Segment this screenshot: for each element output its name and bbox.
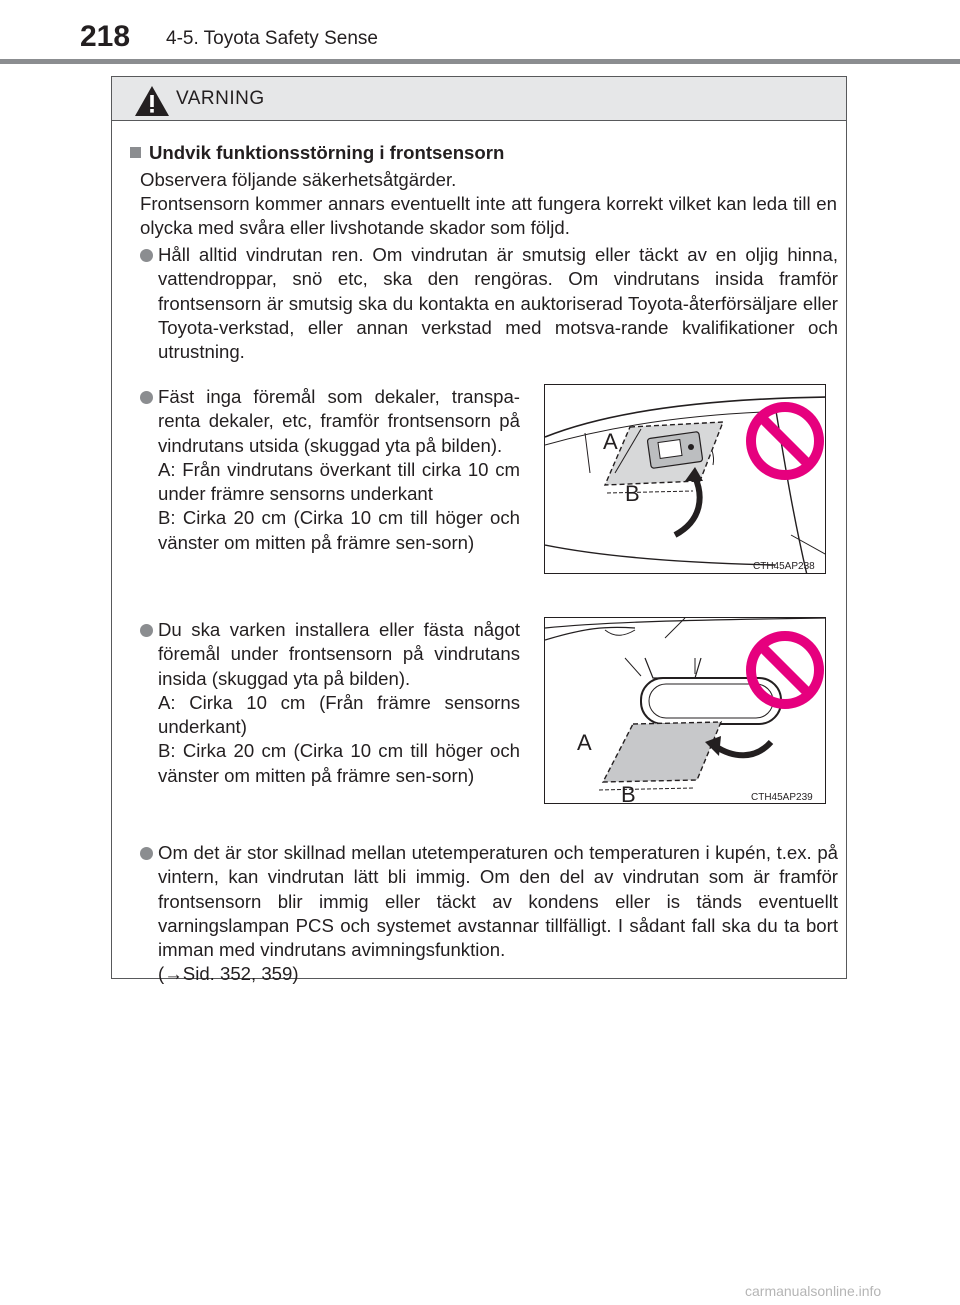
bullet-dot-icon [140, 391, 153, 404]
square-bullet-icon [130, 147, 141, 158]
warning-triangle-icon [134, 85, 170, 117]
warning-bar [112, 77, 846, 121]
warning-box [111, 76, 847, 985]
figure-1-label-b: B [625, 481, 640, 506]
section-title: 4-5. Toyota Safety Sense [166, 28, 378, 49]
intro-1: Observera följande säkerhetsåtgärder. [140, 169, 457, 190]
warning-label: VARNING [176, 88, 265, 109]
figure-1-label-a: A [603, 429, 618, 454]
figure-2-code: CTH45AP239 [751, 792, 813, 803]
figure-1-code: CTH45AP238 [753, 561, 815, 572]
bullet-4: Om det är stor skillnad mellan utetemperaturen och temperaturen i kupén, t.ex. på vintern, kan vindrutan lätt bli immig. Om den del av vindrutan som är framför frontsensorn blir immig eller täckt av kondens eller is tänds eventuellt varningslampan PCS och systemet avstannar tillfälligt. I sådant fall ska du ta bort imman med vindrutans avimningsfunktion. (→Sid. 352, 359) [158, 841, 838, 987]
page-number: 218 [80, 20, 131, 53]
watermark: carmanualsonline.info [745, 1283, 882, 1299]
bullet-3: Du ska varken installera eller fästa något föremål under frontsensorn på vindrutans insida (skuggad yta på bilden). A: Cirka 10 cm (Från främre sensorns underkant) B: Cirka 20 cm (Cirka 10 cm till höger och vänster om mitten på främre sen-sorn) [158, 619, 520, 786]
header-rule [0, 59, 960, 64]
warning-heading: Undvik funktionsstörning i frontsensorn [130, 142, 504, 164]
figure-2-label-a: A [577, 730, 592, 755]
bullet-1: Håll alltid vindrutan ren. Om vindrutan är smutsig eller täckt av en oljig hinna, vattendroppar, snö etc, ska den rengöras. Om vindrutans insida framför frontsensorn är smutsig ska du kontakta en auktoriserad Toyota-återförsäljare eller Toyota-verkstad, eller annan verkstad med motsva-rande kvalifikationer och utrustning. [158, 244, 838, 363]
prohibited-icon [751, 636, 819, 704]
page-reference: (→Sid. 352, 359) [158, 963, 299, 985]
figure-interior-windshield [544, 617, 826, 804]
figure-2-label-b: B [621, 782, 636, 804]
bullet-dot-icon [140, 249, 153, 262]
intro-2: Frontsensorn kommer annars eventuellt inte att fungera korrekt vilket kan leda till en olycka med svåra eller livshotande skador som följd. [140, 193, 837, 239]
figure-exterior-windshield [544, 384, 826, 574]
bullet-dot-icon [140, 624, 153, 637]
bullet-dot-icon [140, 847, 153, 860]
bullet-2: Fäst inga föremål som dekaler, transpa-renta dekaler, etc, framför frontsensorn på vindrutans utsida (skuggad yta på bilden). A: Från vindrutans överkant till cirka 10 cm under främre sensorns underkant B: Cirka 20 cm (Cirka 10 cm till höger och vänster om mitten på främre sen-sorn) [158, 386, 520, 553]
